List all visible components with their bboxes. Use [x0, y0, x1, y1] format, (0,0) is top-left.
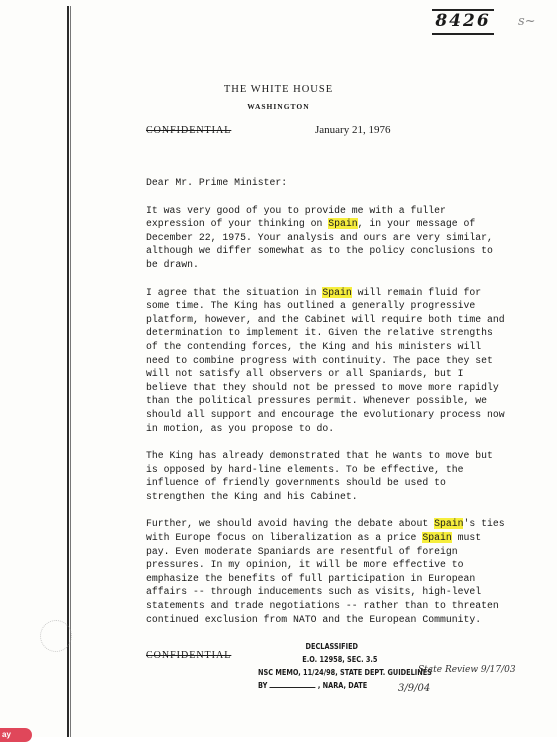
highlighted-term: Spain [322, 286, 352, 298]
stamp-by-line [270, 687, 316, 688]
letter-date: January 21, 1976 [315, 124, 391, 136]
faded-seal [40, 620, 72, 652]
stamp-line-declassified: DECLASSIFIED [305, 642, 359, 651]
stamp-line-memo: NSC MEMO, 11/24/98, STATE DEPT. GUIDELINES [258, 668, 432, 677]
stamp-handwritten-date: 3/9/04 [398, 683, 431, 694]
paragraphs [146, 204, 506, 627]
text-run: , in your message of December 22, 1975. Your analysis and ours are very similar, although we differ somewhat as to the policy conclusions to be drawn. [146, 218, 493, 270]
highlighted-term: Spain [328, 218, 358, 230]
doc-number: 8426 [432, 11, 494, 35]
text-run: will remain fluid for some time. The King has outlined a generally progressive platform, however, and the Cabinet will require both time and determination to implement it. Given the relative strengths of the contending forces, the King and his ministers will need to combine progress with continuity. The pace they set will not satisfy all observers or all Spaniards, but I believe that they should not be pressed to move more rapidly than the political pressures permit. Whenever possible, we should all support and encourage the evolutionary process now in motion, as you propose to do. [146, 286, 505, 434]
text-run: must pay. Even moderate Spaniards are resentful of foreign pressures. In my opinion, it will be more effective to emphasize the benefits of full participation in European affairs -- through inducements such as visits, high-level statements and trade negotiations -- rather than to threaten continued exclusion from NATO and the European Community. [146, 532, 499, 625]
paragraph-4 [146, 517, 506, 626]
handwritten-mark: s~ [518, 14, 536, 29]
text-run: I agree that the situation in [146, 286, 323, 298]
letterhead-subtitle: WASHINGTON [247, 102, 310, 111]
stamp-nara-date-label: , NARA, DATE [317, 681, 368, 690]
letter-body [146, 176, 506, 640]
stamp-by-label: BY [258, 681, 268, 690]
paragraph-1 [146, 204, 506, 272]
letterhead-title: THE WHITE HOUSE [223, 84, 334, 95]
margin-rule-secondary [70, 6, 71, 737]
stamp-line-by [258, 679, 471, 692]
highlighted-term: Spain [422, 532, 452, 544]
text-run: The King has already demonstrated that he wants to move but is opposed by hard-line elements. To be effective, the influence of friendly governments should be used to strengthen the King and his Cabinet. [146, 450, 493, 502]
stamp-line-eo: E.O. 12958, SEC. 3.5 [302, 655, 378, 664]
classification-top: CONFIDENTIAL [146, 125, 232, 136]
salutation: Dear Mr. Prime Minister: [146, 177, 288, 188]
text-run: 's ties with Europe focus on liberalization as a price [146, 518, 505, 544]
paragraph-2 [146, 286, 506, 436]
text-run: Further, we should avoid having the debate about [146, 518, 435, 530]
highlighted-term: Spain [434, 518, 464, 530]
corner-badge[interactable]: ay [0, 728, 32, 742]
classification-bottom: CONFIDENTIAL [146, 650, 232, 661]
text-run: It was very good of you to provide me with a fuller expression of your thinking on [146, 204, 446, 230]
handwritten-review-note: State Review 9/17/03 [418, 665, 516, 675]
paragraph-3 [146, 449, 506, 503]
